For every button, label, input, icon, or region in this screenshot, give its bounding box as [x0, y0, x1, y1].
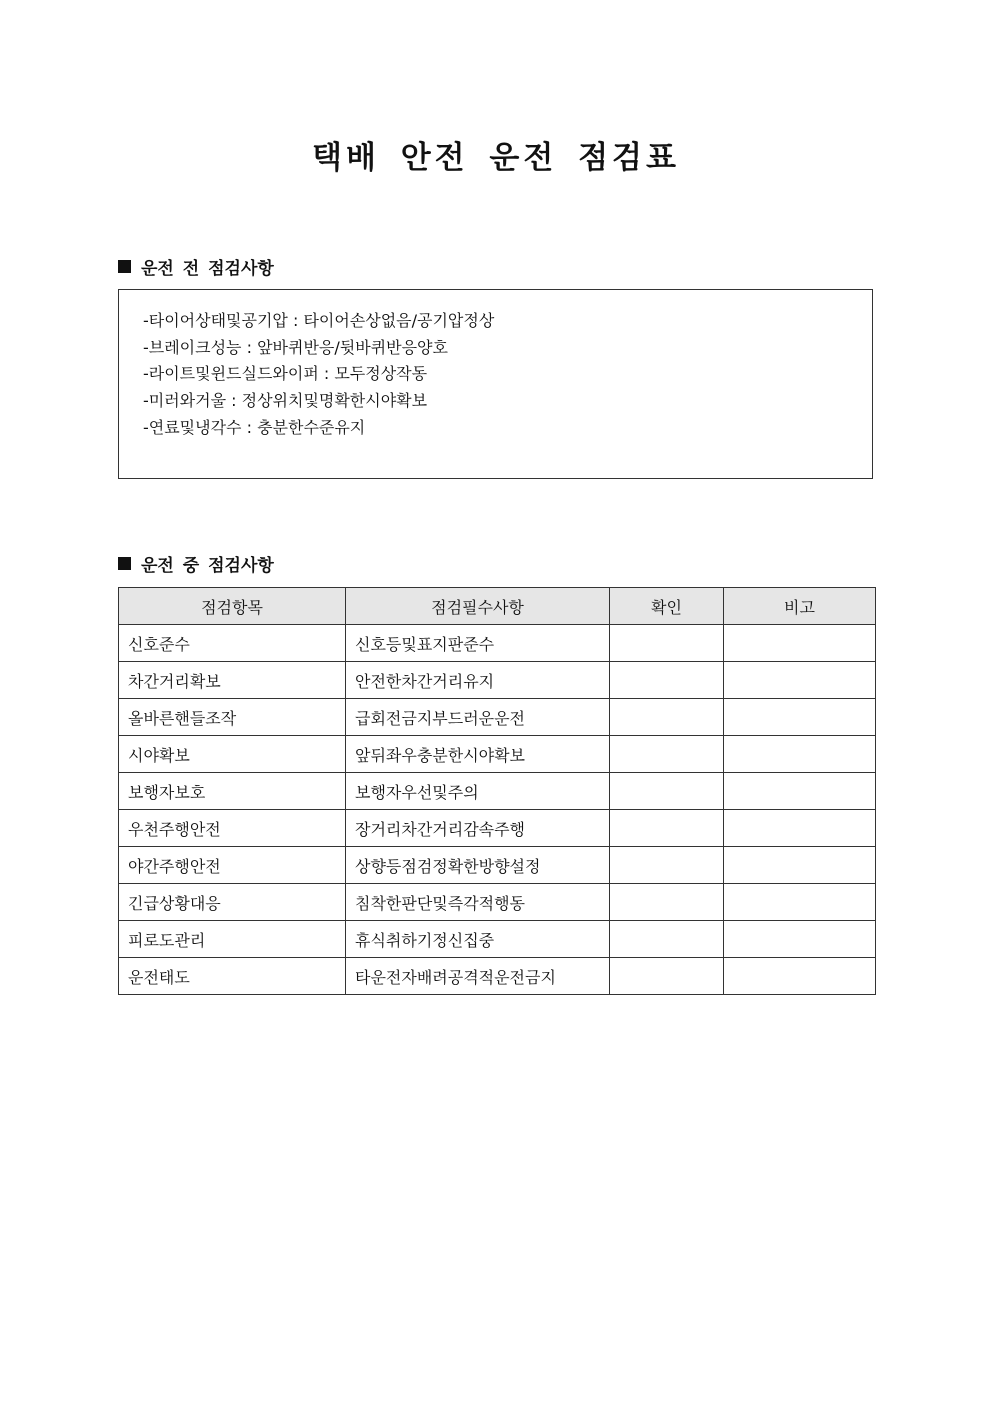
item-cell: 시야확보 [119, 736, 346, 773]
requirement-cell: 보행자우선및주의 [346, 773, 610, 810]
table-row [119, 958, 876, 995]
check-cell[interactable] [610, 847, 724, 884]
requirement-cell: 상향등점검정확한방향설정 [346, 847, 610, 884]
pre-drive-checklist-box [118, 289, 873, 479]
header-requirement: 점검필수사항 [346, 588, 610, 625]
note-cell[interactable] [724, 921, 876, 958]
note-cell[interactable] [724, 958, 876, 995]
table-row [119, 847, 876, 884]
check-cell[interactable] [610, 810, 724, 847]
check-cell[interactable] [610, 921, 724, 958]
item-cell: 운전태도 [119, 958, 346, 995]
table-row [119, 884, 876, 921]
item-cell: 야간주행안전 [119, 847, 346, 884]
pre-drive-item: -라이트및윈드실드와이퍼 : 모두정상작동 [143, 364, 428, 384]
table-row [119, 810, 876, 847]
while-drive-checklist-table [118, 587, 876, 995]
while-drive-heading [118, 551, 274, 576]
pre-drive-item: -타이어상태및공기압 : 타이어손상없음/공기압정상 [143, 311, 495, 330]
pre-drive-item: -브레이크성능 : 앞바퀴반응/뒷바퀴반응양호 [143, 337, 448, 357]
note-cell[interactable] [724, 736, 876, 773]
item-cell: 차간거리확보 [119, 662, 346, 699]
pre-drive-heading-text: 운전 전 점검사항 [141, 259, 274, 279]
table-header-row [119, 588, 876, 625]
item-cell: 보행자보호 [119, 773, 346, 810]
header-check: 확인 [610, 588, 724, 625]
header-note: 비고 [724, 588, 876, 625]
table-row [119, 773, 876, 810]
note-cell[interactable] [724, 847, 876, 884]
pre-drive-item: -미러와거울 : 정상위치및명확한시야확보 [143, 391, 428, 411]
square-bullet-icon [118, 260, 131, 273]
note-cell[interactable] [724, 773, 876, 810]
note-cell[interactable] [724, 884, 876, 921]
table-row [119, 921, 876, 958]
item-cell: 피로도관리 [119, 921, 346, 958]
requirement-cell: 휴식취하기정신집중 [346, 921, 610, 958]
requirement-cell: 신호등및표지판준수 [346, 625, 610, 662]
item-cell: 우천주행안전 [119, 810, 346, 847]
requirement-cell: 타운전자배려공격적운전금지 [346, 958, 610, 995]
check-cell[interactable] [610, 736, 724, 773]
table-row [119, 625, 876, 662]
while-drive-heading-text: 운전 중 점검사항 [141, 556, 274, 576]
note-cell[interactable] [724, 810, 876, 847]
item-cell: 신호준수 [119, 625, 346, 662]
check-cell[interactable] [610, 625, 724, 662]
check-cell[interactable] [610, 884, 724, 921]
requirement-cell: 급회전금지부드러운운전 [346, 699, 610, 736]
table-row [119, 662, 876, 699]
check-cell[interactable] [610, 958, 724, 995]
note-cell[interactable] [724, 625, 876, 662]
requirement-cell: 안전한차간거리유지 [346, 662, 610, 699]
table-row [119, 699, 876, 736]
note-cell[interactable] [724, 699, 876, 736]
table-row [119, 736, 876, 773]
pre-drive-item: -연료및냉각수 : 충분한수준유지 [143, 417, 366, 437]
requirement-cell: 침착한판단및즉각적행동 [346, 884, 610, 921]
check-cell[interactable] [610, 662, 724, 699]
requirement-cell: 장거리차간거리감속주행 [346, 810, 610, 847]
requirement-cell: 앞뒤좌우충분한시야확보 [346, 736, 610, 773]
item-cell: 올바른핸들조작 [119, 699, 346, 736]
pre-drive-heading [118, 254, 274, 279]
square-bullet-icon [118, 557, 131, 570]
note-cell[interactable] [724, 662, 876, 699]
check-cell[interactable] [610, 773, 724, 810]
header-item: 점검항목 [119, 588, 346, 625]
item-cell: 긴급상황대응 [119, 884, 346, 921]
check-cell[interactable] [610, 699, 724, 736]
page-title: 택배 안전 운전 점검표 [312, 140, 680, 176]
